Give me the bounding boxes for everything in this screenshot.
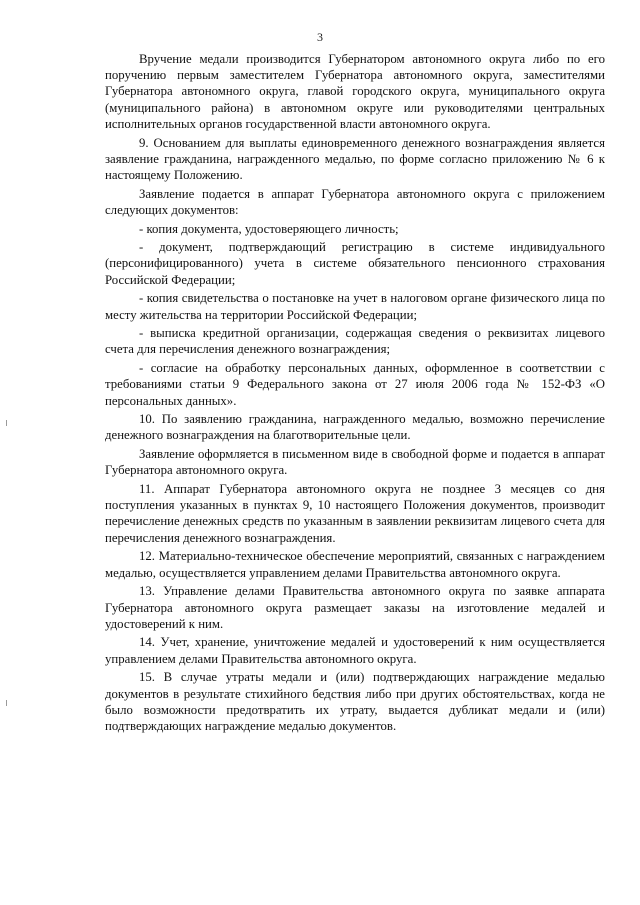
paragraph-15-duplicate: 15. В случае утраты медали и (или) подтверждающих награждение медалью документов в результате стихийного бедствия либо при других обстоятельствах, когда не было возможности предотвратить их утрату, выдается дубликат медали и (или) подтверждающих награждение медалью документов. (105, 670, 605, 733)
paragraph-14-accounting: 14. Учет, хранение, уничтожение медалей и удостоверений к ним осуществляется управлением делами Правительства автономного округа. (105, 635, 605, 666)
list-item-bank-statement: - выписка кредитной организации, содержащая сведения о реквизитах лицевого счета для перечисления денежного вознаграждения; (105, 326, 605, 357)
page-number: 3 (317, 30, 323, 44)
list-item-personal-data-consent: - согласие на обработку персональных данных, оформленное в соответствии с требованиями статьи 9 Федерального закона от 27 июля 2006 года № 152-ФЗ «О персональных данных». (105, 361, 605, 408)
paragraph-application-submission: Заявление подается в аппарат Губернатора автономного округа с приложением следующих документов: (105, 186, 605, 217)
document-body (105, 51, 605, 737)
scan-margin-mark (6, 700, 7, 706)
paragraph-13-orders: 13. Управление делами Правительства автономного округа по заявке аппарата Губернатора автономного округа размещает заказы на изготовление медалей и удостоверений к ним. (105, 584, 605, 631)
paragraph-charity-application: Заявление оформляется в письменном виде в свободной форме и подается в аппарат Губернатора автономного округа. (105, 447, 605, 478)
scan-margin-mark (6, 420, 7, 426)
paragraph-12-logistics: 12. Материально-техническое обеспечение мероприятий, связанных с награждением медалью, осуществляется управлением делами Правительства автономного округа. (105, 549, 605, 580)
paragraph-9-payment-basis: 9. Основанием для выплаты единовременного денежного вознаграждения является заявление гражданина, награжденного медалью, по форме согласно приложению № 6 к настоящему Положению. (105, 135, 605, 182)
list-item-pension-registration: - документ, подтверждающий регистрацию в системе индивидуального (персонифицированного) учета в системе обязательного пенсионного страхования Российской Федерации; (105, 240, 605, 287)
paragraph-award-presentation: Вручение медали производится Губернатором автономного округа либо по его поручению первым заместителем Губернатора автономного округа, заместителями Губернатора автономного округа, главой городского округа, муниципального округа (муниципального района) в автономном округе или руководителями центральных исполнительных органов государственной власти автономного округа. (105, 52, 605, 131)
list-item-tax-registration: - копия свидетельства о постановке на учет в налоговом органе физического лица по месту жительства на территории Российской Федерации; (105, 291, 605, 322)
paragraph-10-charity: 10. По заявлению гражданина, награжденного медалью, возможно перечисление денежного вознаграждения на благотворительные цели. (105, 412, 605, 443)
paragraph-11-transfer: 11. Аппарат Губернатора автономного округа не позднее 3 месяцев со дня поступления указанных в пунктах 9, 10 настоящего Положения документов, производит перечисление денежных средств по указанным в заявлении реквизитам лицевого счета для перечисления денежного вознаграждения. (105, 482, 605, 545)
list-item-identity-document: - копия документа, удостоверяющего личность; (139, 221, 399, 236)
